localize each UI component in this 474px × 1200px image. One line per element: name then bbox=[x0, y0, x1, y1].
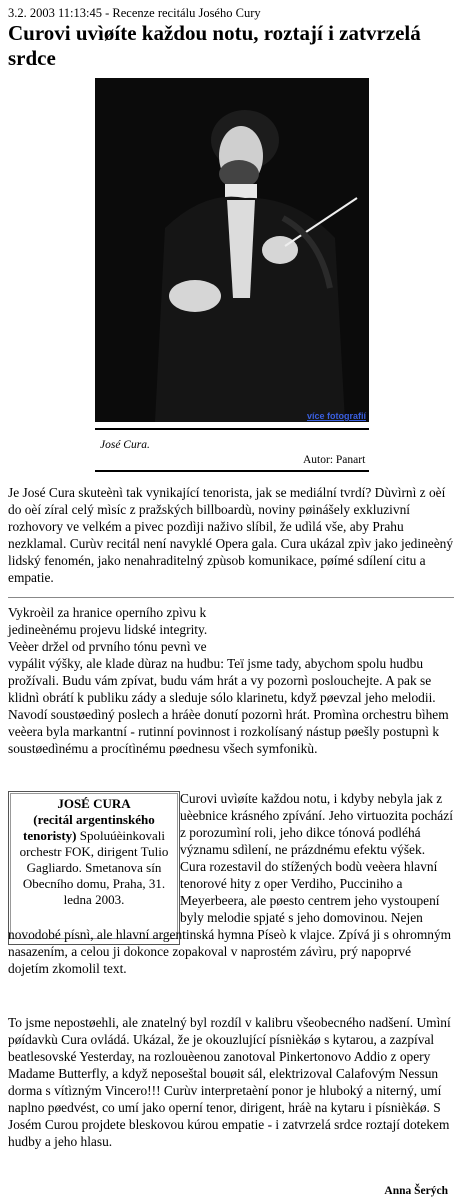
photo-author: Autor: Panart bbox=[303, 454, 366, 466]
caption-bottom-rule bbox=[95, 470, 369, 472]
paragraph-2-line: jedineènému projevu lidské integrity. bbox=[8, 622, 208, 637]
caption-top-rule bbox=[95, 428, 369, 430]
box-details: Spoluúèinkovali orchestr FOK, dirigent Tulio Gagliardo. Smetanova sín Obecního domu, Praha, 31. ledna 2003. bbox=[19, 828, 169, 907]
divider bbox=[8, 597, 454, 598]
paragraph-3 bbox=[8, 790, 454, 977]
lead-paragraph: Je José Cura skuteènì tak vynikající tenorista, jak se mediální tvrdí? Dùvìrnì z oèí do oèí zíral celý mìsíc z pražských billboardù, noviny pøinášely exkluzivní rozhovory ve velkém a pivec pozdìji naživo slíbil, že udìlá vše, aby Prahu nezklamal. Curùv recitál není navyklé Opera gala. Cura ukázal zpìv jako jedineèný lidský fenomén, jako nenahraditelný zpùsob komunikace, pøímé sdílení citu a empatie. bbox=[8, 485, 454, 585]
box-performer-name: JOSÉ CURA bbox=[57, 796, 131, 811]
more-photos-link[interactable]: více fotografií bbox=[306, 411, 366, 421]
article-title: Curovi uvìøíte každou notu, roztají i zatvrzelá srdce bbox=[8, 21, 421, 70]
photo-caption: José Cura. bbox=[100, 439, 150, 451]
paragraph-2-line: vypálit výšky, ale klade dùraz na hudbu: Teï jsme tady, abychom spolu hudbu prožívali. Budu vám zpívat, budu vám hrát a vy pozornì posloucheјte. A pak se klidnì obrátí k publiku zády a sleduje sólo klarinetu, když pøevzal jeho melodii. Navodí soustøedìný poslech a hráèe donutí pozornì hrát. Promìna orchestru bìhem veèera byla markantní - rutinní povinnost i rozkolísaný nástup pøešly postupnì k soustøedìnému a procítìnému pøednesu všech symfonikù. bbox=[8, 656, 449, 756]
article-meta: 3.2. 2003 11:13:45 - Recenze recitálu Josého Cury bbox=[8, 6, 261, 20]
paragraph-2-line: Vykroèil za hranice operního zpìvu k bbox=[8, 605, 207, 620]
article-photo bbox=[95, 78, 369, 422]
paragraph-2-line: Veèer držel od prvního tónu pevnì ve bbox=[8, 639, 207, 654]
conductor-photo bbox=[95, 78, 369, 422]
paragraph-4: To jsme nepostøehli, ale znatelný byl rozdíl v kalibru všeobecného nadšení. Umìní pøídavkù Cura ovládá. Ukázal, že je okouzlující písnièkáø s kytarou, a zazpíval beatlesovské Yesterday, na rozlouèenou zanotoval Pinkertonovo Addio z opery Madame Butterfly, a když neposeštal bouøit sál, elektrizoval Calafovým Nessun dorma s vítìzným Vincero!!! Curùv interpretaèní ponor je hluboký a niterný, umí naplno pøedvést, co umí jako operní tenor, dirigent, hráè na kytaru i písnièkáø. S Josém Curou projdete bleskovou kúrou empatie - i zatvrzelá srdce roztají dotekem hudby a jeho hlasu. bbox=[8, 1015, 451, 1149]
paragraph-2 bbox=[8, 604, 454, 757]
box-subtitle: (recitál argentinského tenoristy) bbox=[23, 812, 155, 843]
paragraph-3-continued: novodobé písnì, ale hlavní argentinská hymna Píseò k vlajce. Zpívá ji s ohromným nasazením, a celou ji dokonce zopakoval v naprostém závìru, prý napoprvé dojetím zkomolil text. bbox=[8, 927, 452, 976]
author-signature: Anna Šerých bbox=[384, 1185, 448, 1197]
paragraph-3-wrapped: Curovi uvìøíte každou notu, i kdyby nebyla jak z uèebnice krásného zpívání. Jeho virtuozita pochází z porozumìní roli, jeho dikce tónová podléhá významu sdìlení, ne prázdnému efektu výšek. Cura rozestavil do stížených bodù veèera hlavní tenorové hity z oper Verdiho, Pucciniho a Meyerbeera, ale pøesto centrem jeho vystoupení byly melodie spjaté s jeho domovinou. Nejen bbox=[180, 791, 453, 925]
